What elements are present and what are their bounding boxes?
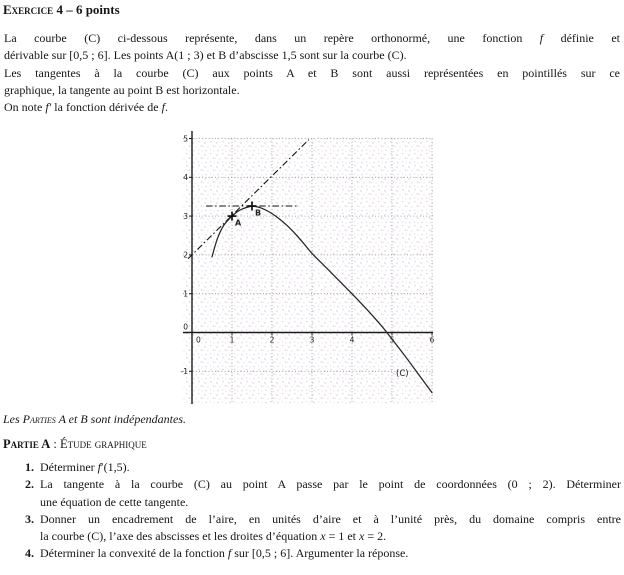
text-segment: définie et <box>543 31 620 45</box>
curve-label: (C) <box>396 368 409 379</box>
y-tick-label: -1 <box>180 367 188 377</box>
text-segment: 4 – 6 points <box>53 2 120 17</box>
text-segment: dérivable sur [0,5 ; 6]. Les points A(1 ; 3) et B d’abscisse 1,5 sont sur la courbe (C). <box>4 48 407 63</box>
text-segment: A et B sont indépendantes. <box>55 412 186 426</box>
list-item-2 <box>25 476 621 511</box>
item-body <box>40 476 621 511</box>
item-number: 1. <box>25 460 34 474</box>
text-segment: : <box>50 437 61 451</box>
y-tick-label: 2 <box>183 250 188 260</box>
item-line <box>40 494 621 511</box>
intro-line-2 <box>4 47 620 64</box>
text-segment: Partie A <box>3 437 51 451</box>
point-label-a: A <box>235 218 242 228</box>
x-tick-label: 2 <box>269 335 275 345</box>
text-segment: x <box>320 529 326 544</box>
text-segment: sur [0,5 ; 6]. Argumenter la réponse. <box>231 546 409 561</box>
y-tick-label: 3 <box>183 211 188 221</box>
intro-line-4 <box>4 82 620 99</box>
text-segment: Parties <box>22 412 56 426</box>
exercise-title <box>3 2 120 18</box>
independence-note <box>3 412 186 427</box>
list-item-1 <box>25 459 621 476</box>
text-segment: Les tangentes à la courbe (C) aux points A et B sont aussi représentées en pointillés sur ce <box>4 65 620 80</box>
text-segment: ′(1,5). <box>100 460 130 474</box>
y-tick-label: 4 <box>183 173 188 183</box>
point-label-b: B <box>255 208 262 218</box>
intro-line-5 <box>4 99 620 116</box>
item-line <box>40 511 621 528</box>
text-segment: Déterminer la convexité de la fonction <box>40 546 228 561</box>
text-segment: la courbe (C), l’axe des abscisses et les droites d’équation <box>40 529 321 544</box>
text-segment: f <box>227 546 232 561</box>
intro-paragraph <box>4 30 620 116</box>
item-line <box>40 459 621 476</box>
text-segment: Exercice <box>3 2 54 17</box>
item-number: 4. <box>25 546 34 561</box>
graph-svg <box>155 128 455 408</box>
x-tick-label: 4 <box>349 335 355 345</box>
list-item-3 <box>25 511 621 546</box>
text-segment: graphique, la tangente au point B est horizontale. <box>4 82 240 97</box>
text-segment: Étude graphique <box>60 437 147 451</box>
text-segment: La tangente à la courbe (C) au point A passe par le point de coordonnées (0 ; 2). Déterminer <box>40 477 621 492</box>
x-tick-label: 6 <box>429 335 435 345</box>
text-segment: On note <box>4 100 46 115</box>
item-body <box>40 459 621 476</box>
text-segment: = 2. <box>364 529 387 544</box>
text-segment: f <box>97 460 101 474</box>
text-segment: = 1 et <box>325 529 360 544</box>
item-line <box>40 476 621 493</box>
text-segment: Les <box>3 412 23 426</box>
intro-line-1 <box>4 30 620 47</box>
text-segment: la fonction dérivée de <box>51 100 162 115</box>
text-segment: La courbe (C) ci-dessous représente, dans un repère orthonormé, une fonction <box>4 31 540 45</box>
text-segment: une équation de cette tangente. <box>40 494 189 509</box>
x-tick-label: 0 <box>196 335 201 345</box>
x-tick-label: 1 <box>229 335 235 345</box>
text-segment: . <box>164 100 168 115</box>
question-list <box>25 459 621 563</box>
y-tick-label: 5 <box>183 134 188 144</box>
y-tick-label: 0 <box>183 322 188 332</box>
graph-figure <box>155 128 455 408</box>
text-segment: x <box>359 529 365 544</box>
item-body <box>40 545 621 562</box>
text-segment: Déterminer <box>40 460 98 474</box>
x-tick-label: 3 <box>309 335 315 345</box>
item-body <box>40 511 621 546</box>
item-number: 2. <box>25 477 34 492</box>
intro-line-3 <box>4 65 620 82</box>
text-segment: f′ <box>45 100 52 115</box>
text-segment: f <box>539 31 544 45</box>
item-number: 3. <box>25 511 34 526</box>
list-item-4 <box>25 545 621 562</box>
text-segment: Donner un encadrement de l’aire, en unités d’aire et à l’unité près, du domaine compris entre <box>40 511 621 526</box>
text-segment: f <box>161 100 165 115</box>
part-a-heading <box>3 437 147 452</box>
item-line <box>40 528 621 545</box>
item-line <box>40 545 621 562</box>
y-tick-label: 1 <box>183 289 188 299</box>
x-tick-label: 5 <box>389 335 395 345</box>
